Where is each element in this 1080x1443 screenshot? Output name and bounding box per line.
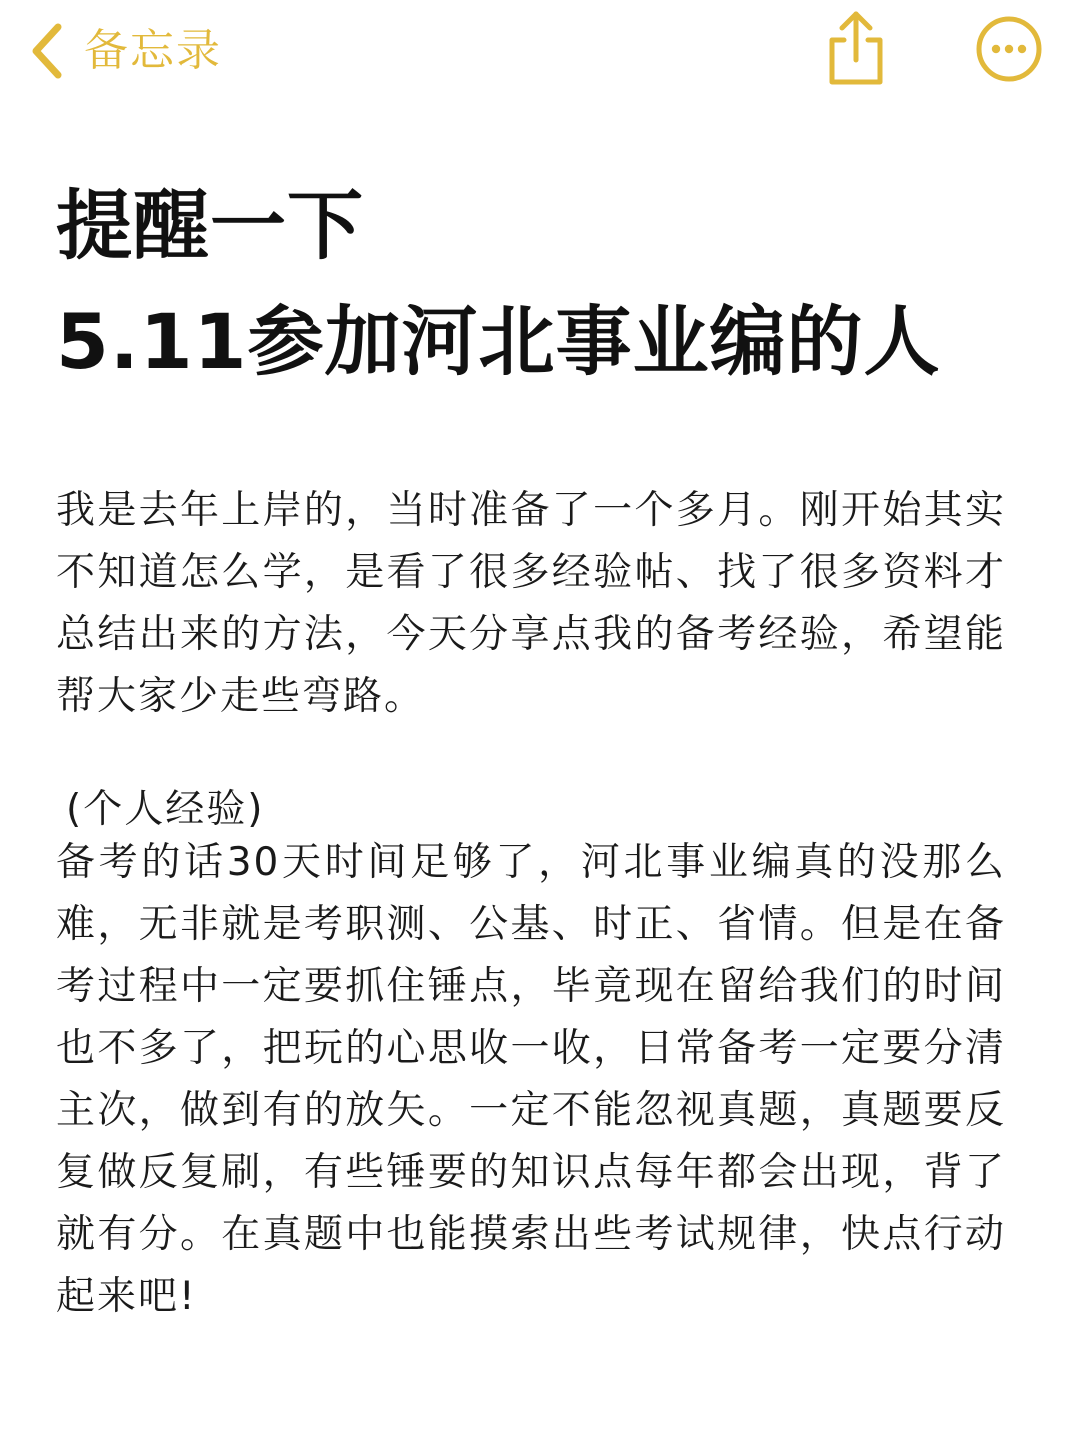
note-title bbox=[56, 168, 1036, 400]
section-subheading: (个人经验) bbox=[66, 787, 265, 832]
note-title-line-2: 5.11参加河北事业编的人 bbox=[56, 297, 941, 386]
intro-paragraph: 我是去年上岸的，当时准备了一个多月。刚开始其实不知道怎么学，是看了很多经验帖、找了很多资料才总结出来的方法，今天分享点我的备考经验，希望能帮大家少走些弯路。 bbox=[56, 488, 1006, 719]
share-icon bbox=[820, 8, 892, 88]
more-icon bbox=[974, 14, 1044, 84]
back-button[interactable] bbox=[28, 16, 222, 86]
experience-paragraph: 备考的话30天时间足够了，河北事业编真的没那么难，无非就是考职测、公基、时正、省情。但是在备考过程中一定要抓住锤点，毕竟现在留给我们的时间也不多了，把玩的心思收一收，日常备考一定要分清主次，做到有的放矢。一定不能忽视真题，真题要反复做反复刷，有些锤要的知识点每年都会出现，背了就有分。在真题中也能摸索出些考试规律，快点行动起来吧! bbox=[56, 840, 1006, 1319]
chevron-left-icon bbox=[28, 21, 64, 81]
more-button[interactable] bbox=[974, 14, 1044, 84]
note-title-line-1: 提醒一下 bbox=[56, 181, 364, 270]
navigation-bar bbox=[0, 0, 1080, 110]
share-button[interactable] bbox=[820, 8, 892, 88]
back-button-label: 备忘录 bbox=[84, 25, 222, 76]
